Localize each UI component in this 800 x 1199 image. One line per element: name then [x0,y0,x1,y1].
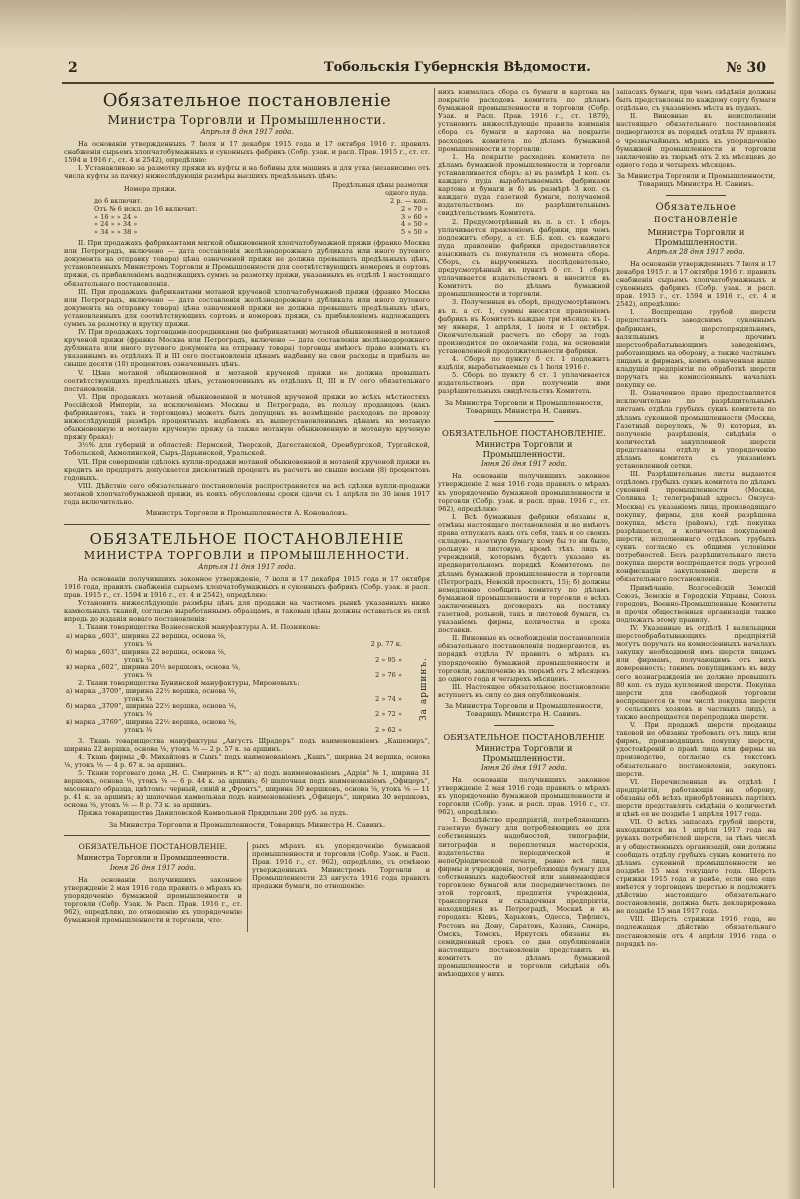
paragraph: запасахъ бумаги, при чемъ свѣдѣнія должны быть представлены по каждому сорту бумаги отдѣльно, съ указаніемъ мѣста въ пудахъ. [616,88,776,113]
article-subtitle: МИНИСТРА ТОРГОВЛИ и ПРОМЫШЛЕННОСТИ. [83,548,411,562]
table-cell: 2. Ткани товарищества Бунинской мануфактуры, Мироновыхъ: [78,679,300,687]
table-row [64,657,404,665]
subcolumn-left [64,842,242,925]
signature: За Министра Торговли и Промышленности, Товарищъ Министра Н. Савинъ. [444,702,604,719]
paragraph: На основаніи получившихъ законное утвержденіе, 7 іюля и 17 декабря 1915 года и 17 октября 1916 года, правилъ снабженія сырьемъ хлопчатобумажныхъ и суконныхъ фабрикъ (Собр. узак. и расп. прав. 1915 г., ст. 1594 и 1916 г., ст. 4 и 2542), опредѣляю: [64,574,430,599]
split-article [64,842,430,932]
table-cell: » 24 » » 34 » [94,220,138,229]
table-cell: 2 » 72 » [375,710,402,719]
subcolumn-divider [247,842,248,932]
table-cell: 2 » 95 » [375,655,402,664]
table-row [64,711,404,719]
table-cell: утокъ ⅛ [124,672,153,680]
paragraph: III. Настоящее обязательное постановленіе вступаетъ въ силу со дня опубликованія. [438,682,610,699]
divider [494,421,554,422]
article-title: ОБЯЗАТЕЛЬНОЕ ПОСТАНОВЛЕНІЕ [89,529,405,548]
table-cell: а) марка „3709“, ширина 22½ вершка, основа ⅛, [66,687,237,695]
paragraph: 5. Ткани торговаго дома „Н. С. Смирновъ и К°“: а) подъ наименованіемъ „Адрія“ № 1, ширина 31 вершокъ, основа ⅛, утокъ ⅛ — 6 р. 44 к. за аршинъ; б) шапочная подъ наименованіемъ „Офицеръ“, масоннаго образца, цвѣтомъ: черный, синій и „Фронтъ“, ширина 30 вершковъ, основа ⅛, утокъ ⅛ — 11 р. 41 к. за аршинъ; в) шапочная камвольная подъ наименованіемъ „Офицеръ“, ширина 30 вершковъ, основа ⅛, утокъ ⅛ — 8 р. 73 к. за аршинъ. [64,768,430,810]
paragraph: V. Цѣна мотаной обыкновенной и мотаной крученой пряжи не должна превышать соотвѣтствующихъ предѣльныхъ цѣнъ, установленныхъ въ отдѣлахъ II, III и IV сего обязательнаго постановленія. [64,368,430,393]
issue-number: № 30 [726,60,766,76]
paragraph: 5. Сборъ по пункту б ст. 1 уплачивается издательствомъ при полученіи ими разрѣшительныхъ свидѣтельствъ Комитета. [438,371,610,396]
paragraph: II. Виновные въ освобожденіи постановленія обязательнаго постановленія подвергаются, въ порядкѣ отдѣла IV правилъ о мѣрахъ къ упорядоченію бумажной промышленности и торговли, заключенію въ тюрьмѣ отъ 2 мѣсяцевъ до одного года и четырехъ мѣсяцевъ. [438,634,610,683]
article-subtitle: Министра Торговли и Промышленности. [76,853,230,862]
paragraph: Установить нижеслѣдующіе размѣры цѣнъ для продажи на частномъ рынкѣ указанныхъ ниже камвольныхъ тканей, согласно выработаннымъ образцамъ, и таковыя цѣны должны оставаться въ силѣ впредь до изданія новаго постановленія: [64,598,430,624]
paragraph: Пряжа товарищества Даниловской Камвольной Прядильни 200 руб. за пудъ. [78,809,349,818]
table-cell: утокъ ⅛ [124,695,153,703]
paragraph: VII. При совершеніи сдѣлокъ купли-продажи мотаной обыкновенной и мотаной крученой пряжи въ кредитъ не предпрятъ допускается дисконтный процентъ въ расчетъ не свыше восьми (8) процентовъ годовыхъ. [64,457,430,482]
paragraph: Примѣчаніе. Возгосейскій Земскій Союзъ, Земскіе и Городскія Управы, Союзъ городовъ, Военно-Промышленные Комитеты и прочія общественныя организаціи также подлежатъ этому правилу. [616,583,776,624]
article-subtitle: Министра Торговли и Промышленности. [107,113,387,127]
paragraph: IV. При продажахъ торговцами-посредниками (не фабрикантами) мотаной обыкновенной и мотаной крученой пряжи (франко Москва или Петроградъ, включено — дата составленія желѣзнодорожнаго дубликата или иного путевого документа на отправку товара) торговцы имѣютъ право взимать къ указаннымъ въ отдѣлахъ II и III сего постановленія цѣнамъ надбавку на свои расходы и прибыль не свыше десяти (10) процентовъ означенныхъ цѣнъ. [64,328,430,369]
table-cell: до 6 включит. [94,197,143,206]
fabric-price-table [64,633,404,734]
table-cell: 2 » 74 » [375,694,402,703]
table-cell: в) марка „3769“, ширина 22½ вершка, основа ⅛, [66,718,237,726]
table-cell: утокъ ⅛ [124,656,153,664]
table-cell: 2 р. 77 к. [370,640,402,648]
paragraph: III. При продажахъ фабрикантами мотаной крученой хлопчатобумажной пряжи (франко Москва или Петроградъ, включено — дата составленія желѣзнодорожнаго дубликата или иного путевого документа на отправку товара) цѣна означенной пряжи не должна превышать предѣльныхъ цѣнъ, установленныхъ для соотвѣтствующихъ сортовъ и номеровъ пряжи, съ прибавленіемъ надлежащихъ суммъ за размотку и крутку пряжи. [64,287,430,328]
page-number: 2 [68,60,78,76]
signature: Министръ Торговли и Промышленности А. Коноваловъ. [145,509,349,518]
paragraph: нихъ взималась сбора съ бумаги и картона на покрытіе расходовъ комитета по дѣламъ бумажной промышленности и торговли (Собр. Узак. и Расп. Прав. 1916 г., ст. 1879), установить нижеслѣдующіе правила взиманія сбора съ бумаги и картона на покрытіе расходовъ комитета по дѣламъ бумажной промышленности и торговли: [438,88,610,153]
fabric-price-list [64,633,430,734]
article-date: Іюня 26 дня 1917 года. [480,763,568,772]
table-cell: » 34 » » 38 » [94,228,138,237]
paragraph: На основаніи получившихъ законное утвержденіе 2 мая 1916 года правилъ о мѣрахъ къ упорядоченію бумажной промышленности и торговли (Собр. узак. и расп. прав. 1916 г., ст. 962), опредѣляю: [438,472,610,513]
article-title: Обязательное постановленіе [654,201,738,225]
table-row [64,641,404,649]
page-right-edge [786,0,800,1199]
paragraph: На основаніи получившихъ законное утвержденіе 2 мая 1916 года правилъ о мѣрахъ къ упорядоченію бумажной промышленности и торговли (Собр. узак. и расп. прав. 1916 г., ст. 962), опредѣляю: [438,775,610,817]
column-right [616,88,776,1192]
paragraph: VIII. Шерсть стрижки 1916 года, не подлежащая дѣйствію обязательнаго постановленія отъ 4 апрѣля 1916 года о порядкѣ по- [616,915,776,948]
table-row [64,672,404,680]
paragraph: На основаніи утвержденныхъ 7 Іюля и 17 декабря 1915 г. и 17 октября 1916 г. правилъ снабженія сырьемъ хлопчатобумажныхъ и суконныхъ фабрикъ (Собр. узак. и расп. прав. 1915 г., ст. 1594 и 1916 г., ст. 4 и 2542), опредѣляю: [616,259,776,309]
table-cell: 3 » 60 » [401,212,428,221]
newspaper-title: Тобольскія Губернскія Вѣдомости. [324,60,591,75]
table-row [64,649,404,657]
column-divider-2 [613,88,614,1188]
article-date: Іюня 26 дня 1917 года. [109,863,197,872]
header-rule [62,82,774,84]
article-title: ОБЯЗАТЕЛЬНОЕ ПОСТАНОВЛЕНІЕ. [78,841,228,851]
price-unit-note: За аршинъ. [419,657,429,722]
table-cell: б) марка „3709“, ширина 22½ вершка, основа ⅛, [66,703,237,711]
divider [64,835,430,836]
table-row [64,680,404,688]
paragraph: 1. Воздѣйство предпріятій, потребляющихъ газетную бумагу для потребляющихъ ее для собственныхъ надобностей, типографіи, литографіи и переплетныя мастерскія, издательства періодической и непеQріодической печати, равно всѣ лица, фирмы и учрежденія, потребляющія бумагу для собственныхъ надобностей или занимающіяся торговлею бумагой или посредничествомъ по этой торговлѣ, предпятія учрежденія, транспортныя и складочныя предпріятія, находящіяся въ Петроградѣ, Москвѣ и въ городахъ: Кіевъ, Харьковъ, Одесса, Тифлисъ, Ростовъ на Дону, Саратовъ, Казань, Самара, Омскъ, Томскъ, Иркутскъ обязаны въ семидневный срокъ со дня опубликованія настоящаго постановленія представить въ комитетъ по дѣламъ бумажной промышленности и торговли свѣдѣнія объ имѣющихся у нихъ [438,816,610,979]
column-header: Номера пряжи. [124,185,177,194]
signature: За Министра Торговли и Промышленности, Товарищъ Министра Н. Савинъ. [616,171,776,189]
table-row [64,719,404,727]
column-middle [438,88,610,1192]
divider [494,725,554,726]
page-header [62,60,774,82]
article-subtitle: Министра Торговли и Промышленности. [475,439,573,460]
paragraph: VI. При продажахъ мотаной обыкновенной и мотаной крученой пряжи во всѣхъ мѣстностяхъ Россійской Имперіи, за исключеніемъ Москвы и Петрограда, въ пользу продавцовъ (какъ фабрикантовъ, такъ и торговцевъ) можетъ быть допущенъ въ возмѣщеніе расходовъ по провозу нижеслѣдующій размѣръ процентныхъ надбавокъ къ вышеустановленнымъ цѣнамъ на мотаную обыкновенную и мотаную крученую пряжу (а также мотаную обыкновенную и мотаную крученую пряжу брака): [64,392,430,442]
paragraph: II. При продажахъ фабрикантами мягкой обыкновенной хлопчатобумажной пряжи (франко Москва или Петроградъ, включено — дата составленія желѣзнодорожнаго дубликата или иного путевого документа на отправку товара) цѣна означенной пряжи не должна превышать предѣльныхъ цѣнъ, установленныхъ Министромъ Торговли и Промышленности для соотвѣтствующихъ номеровъ и сортовъ пряжи, съ прибавленіемъ надлежащихъ суммъ за размотку пряжи, указанныхъ въ отдѣлѣ 1 настоящаго обязательнаго постановленія. [64,239,430,288]
table-header-row [64,182,430,198]
paragraph: 1. Ткани товарищества Вознесенской мануфактуры А. И. Познякова: [78,623,321,632]
table-cell: 2 » 76 » [375,671,402,680]
column-header: Предѣльныя цѣны размотки одного пуда. [332,181,428,198]
table-row [64,696,404,704]
table-row [64,688,404,696]
column-left [64,88,430,1192]
paragraph: 2. Предусмотрѣнный въ п. а ст. 1 сборъ уплачивается правленіемъ фабрики, при чемъ подлежитъ сбору, а ст. Б.Б. коп. съ каждаго пуда правленію фабрики предоставляется взыскивать съ покупателя съ момента сбора. Сборъ, съ вырученныхъ послѣдовательно, предусмотрѣнный въ пунктѣ б ст. 1 сборъ уплачивается издательствомъ и вносится въ Комитетъ по дѣламъ бумажной промышленности и торговли. [438,217,610,299]
page-top-edge [0,0,800,52]
table-row [64,664,404,672]
price-table [64,182,430,237]
paragraph: 4. Ткань фирмы „Ф. Михайловъ и Сынъ“ подъ наименованіемъ „Кашъ“, ширина 24 вершка, основа ⅛, утокъ ⅛ — 4 р. 67 к. за аршинъ. [64,752,430,769]
paragraph: IV. Указанные въ отдѣлѣ I валяльщики шерстообрабатывающихъ предпріятій могутъ поручать на комиссіонныхъ началахъ закупку необходимой имъ шерсти лицамъ или фирмамъ, получающимъ отъ нихъ доверенность; такимъ покупщикамъ въ виду сего вознагражденія не должно превышать 80 коп. съ пуда купленной шерсти. Покупка шерсти для свободной торговли воспрещается (в том числѣ покупка шерсти у сельскихъ хозяевъ и частныхъ лицъ), а также воспрещается перепродажа шерсти. [616,623,776,721]
table-cell: 2 р. — коп. [390,197,428,206]
table-cell: б) марка „603“, ширина 22 вершка, основа ⅛, [66,648,227,656]
article-date: Апрѣля 11 дня 1917 года. [198,562,296,571]
table-cell [360,680,404,688]
article-date: Апрѣля 28 дня 1917 года. [647,247,745,256]
table-row [64,633,404,641]
column-divider-1 [434,88,435,1188]
table-cell: а) марка „603“, ширина 22 вершка, основа ⅛, [66,633,227,641]
table-cell: 4 » 50 » [401,220,428,229]
paragraph: VI. Перечисленныя въ отдѣлѣ I предпріятія, работающія на оборону, обязаны обѣ всѣхъ приобрѣтенныхъ партіяхъ шерсти представлять свѣдѣнія о количествѣ и цѣнѣ ея не позднѣе 1 апрѣля 1917 года. [616,777,776,819]
article-title: Обязательное постановленіе [102,90,392,111]
article-subtitle: Министра Торговли и Промышленности. [475,742,573,763]
article-title: ОБЯЗАТЕЛЬНОЕ ПОСТАНОВЛЕНІЕ [443,731,605,742]
paragraph: V. При продажѣ шерсти продавцы таковой не обязаны требовать отъ лицъ или фирмъ, производящихъ покупку шерсти, удостовѣреній о правѣ лица или фирмы на производство, согласно съ текстомъ обязательнаго постановленія, закупокъ шерсти. [616,721,776,778]
table-cell: » 16 » » 24 » [94,212,138,221]
article-subtitle: Министра Торговли и Промышленности. [647,226,745,247]
table-cell: 2 » 70 » [401,204,428,213]
signature: За Министра Торговли и Промышленности, Товарищъ Министра Н. Савинъ. [108,820,386,829]
paragraph: I. Устанавливаю за размотку пряжи въ куфты и на бобины для машинъ и для утка (независимо отъ числа куфты за пачку) нижеслѣдующія размѣры высшихъ предѣльныхъ цѣнъ: [64,164,430,181]
paragraph: II. Виновные въ неисполненіи настоящаго обязательнаго постановленія подвергаются въ порядкѣ отдѣла IV правилъ о чрезвычайныхъ мѣрахъ къ упорядоченію бумажной промышленности и торговли заключенію въ тюрьмѣ отъ 2 хъ мѣсяцевъ до одного года и четырехъ мѣсяцевъ. [616,112,776,169]
table-cell: Отъ № 6 искл. до 16 включит. [94,204,198,213]
paragraph: рыхъ мѣрахъ къ упорядоченію бумажной промышленности и торговли (Собр. Узак. и Расп. Прав. 1916 г., ст. 962), опредѣляю, съ отмѣною утвержденныхъ Министромъ Торговли и Промышленности 23 августа 1916 года правилъ продажи бумаги, по отношенію: [252,841,430,891]
paragraph: II. Означенное право предоставляется исключительно по разрѣшительнымъ листамъ отдѣла грубыхъ сукнъ комитета по дѣламъ суконной промышленности (Москва, Газетный переулокъ, № 9) которыя, въ полученіе разрѣшенія, свѣдѣнія о количествѣ закупленной шерсти представлены отдѣлу и упорядоченію дѣламъ комитета съ указаніемъ установленной сетки. [616,389,776,471]
article-date: Іюня 26 дня 1917 года. [480,460,568,469]
paragraph: III. Разрѣшительные листы выдаются отдѣломъ грубыхъ сукнъ комитета по дѣламъ суконной промышленности (Москва, Солянка 1; телеграфный адресъ: Омзуса-Москва) съ указаніемъ лица, производящаго покупку, фирмы, для коей разрѣшена покупка, мѣста (районъ), гдѣ покупка разрѣшается, и количества покупаемой шерсти, исполненнаго отдѣломъ грубыхъ сукнъ согласно съ общими условіями потребностей. Безъ разрѣшительнаго листа покупка шерсти воспрещается подъ угрозой конфискаціи закупленной шерсти и обязательнаго постановленія. [616,470,776,584]
paragraph: На основаніи утвержденныхъ 7 Іюля и 17 декабря 1915 года и 17 октября 1916 г. правилъ снабженія сырьемъ хлопчатобумажныхъ и суконныхъ фабрикъ (Собр. узак. и расп. Прав. 1915 г., ст. ст. 1594 и 1916 г., ст. 4 и 2542), опредѣляю: [64,140,430,165]
table-cell: 2 » 62 » [375,725,402,734]
paragraph: 3. Ткань товарищества мануфактуры „Августъ Шрадеръ“ подъ наименованіемъ „Кашемиръ“, ширина 22 вершка, основа ⅛, утокъ ⅛ — 2 р. 57 к. за аршинъ. [64,736,430,753]
table-cell: в) марка „602“, ширина 20½ вершковъ, основа ⅛, [66,664,241,672]
paragraph: I. Воспрещаю грубой шерсти предоставлять заводскимъ суконнымъ фабрикамъ, шерстопрядильнямъ, валяльнымъ и прочимъ шерстообрабатывающимъ заведеніямъ, работающимъ на оборону, а также частнымъ лицамъ и фирмамъ, коимъ означенная выше кладущія предпріятіи по обработкѣ шерсти поручатъ на комиссіонныхъ началахъ покупку ее. [616,308,776,390]
divider [666,195,726,196]
paragraph: На основаніи получившихъ законное утвержденіе 2 мая 1916 года правилъ о мѣрахъ къ упорядоченію бумажной промышленности и торговли (Собр. Узак. № Расп. Прав. 1916 г., ст. 962), опредѣляю, по отношенію къ упорядоченію бумажной промышленности и торговли, что: [64,875,242,925]
table-cell: 5 » 50 » [401,228,428,237]
subcolumn-right [252,842,430,891]
table-cell: утокъ ⅛ [124,711,153,719]
article-title: ОБЯЗАТЕЛЬНОЕ ПОСТАНОВЛЕНІЕ. [442,428,606,439]
table-row [64,727,404,735]
table-row [64,703,404,711]
paragraph: 3½% для губерній и областей: Пермской, Тверской, Дагестанской, Оренбургской, Тургайской, Тобольской, Акмолинской, Сыръ-Дарьинской, Уральской. [64,441,430,458]
paragraph: 1. На покрытіе расходовъ комитета по дѣламъ бумажной промышленности и торговли устанавливается сборъ: а) въ размѣрѣ 1 коп. съ каждаго пуда вырабатываемыхъ фабриками картона и бумаги и б) въ размѣрѣ 3 коп. съ каждаго пуда газетной бумаги, получаемой издательствомъ по разрѣшительнымъ свидѣтельствамъ Комитета. [438,152,610,218]
table-cell: утокъ ⅛ [124,641,153,648]
paragraph: VIII. Дѣйствіе сего обязательнаго постановленія распространяется на всѣ сдѣлки купли-продажи мотаной хлопчатобумажной пряжи, въ коихъ обусловлены сроки сдачи съ 1 апрѣля по 30 іюня 1917 года включительно. [64,481,430,507]
paragraph: I. Всѣ бумажныя фабрики обязаны и, отмѣны настоящаго постановленія и не имѣютъ права отпускать какъ отъ себя, такъ и со своихъ складовъ, газетную бумагу кому бы то ни было, рольную и листовую, кромѣ тѣхъ лицъ и учрежденій, которымъ будетъ указано въ предварительномъ порядкѣ Комитетомъ по дѣламъ бумажной промышленности и торговли (Петроградъ, Невскій проспектъ, 15); б) должны немедленно сообщить комитету по дѣламъ бумажной промышленности и торговли о всѣхъ заключенныхъ договорахъ на поставку газетной, рольной, такъ и листовой бумаги, съ указаніемъ фирмы, количества и срока поставки. [438,512,610,635]
signature: За Министра Торговли и Промышленности, Товарищъ Министра Н. Савинъ. [444,398,604,415]
divider [64,524,430,525]
table-cell: утокъ ⅛ [124,726,153,734]
table-row [64,229,430,237]
paragraph: 3. Полученныя въ сборѣ, предусмотрѣнномъ въ п. а ст. 1, суммы вносятся правленіемъ фабрикъ въ Комитетъ каждые три мѣсяца: къ 1-му января, 1 апрѣля, 1 іюля и 1 октября. Окончательный расчетъ по сбору за годъ производится по окончаніи года, на основаніи установленной продолжительности фабрики. [438,298,610,355]
paragraph: VII. О всѣхъ запасахъ грубой шерсти, находящихся на 1 апрѣля 1917 года на рукахъ потребителей шерсти, за тѣмъ числѣ и у общественныхъ организацій, они должны сообщать отдѣлу грубыхъ сукнъ комитета по дѣламъ суконной промышленности не позднѣе 15 мая текущаго года. Шерсть стрижки 1915 года и ранѣе, если она еще имѣется у торговцевъ шерстью и подлежитъ дѣйствію настоящаго обязательнаго постановленія, должна быть декларирована не позднѣе 15 мая 1917 года. [616,818,776,916]
paragraph: 4. Сборъ по пункту б ст. 1 подлежитъ вздѣлія, вырабатываемые съ 1 Іюля 1916 г. [438,355,610,372]
article-date: Апрѣля 8 дня 1917 года. [200,128,294,136]
